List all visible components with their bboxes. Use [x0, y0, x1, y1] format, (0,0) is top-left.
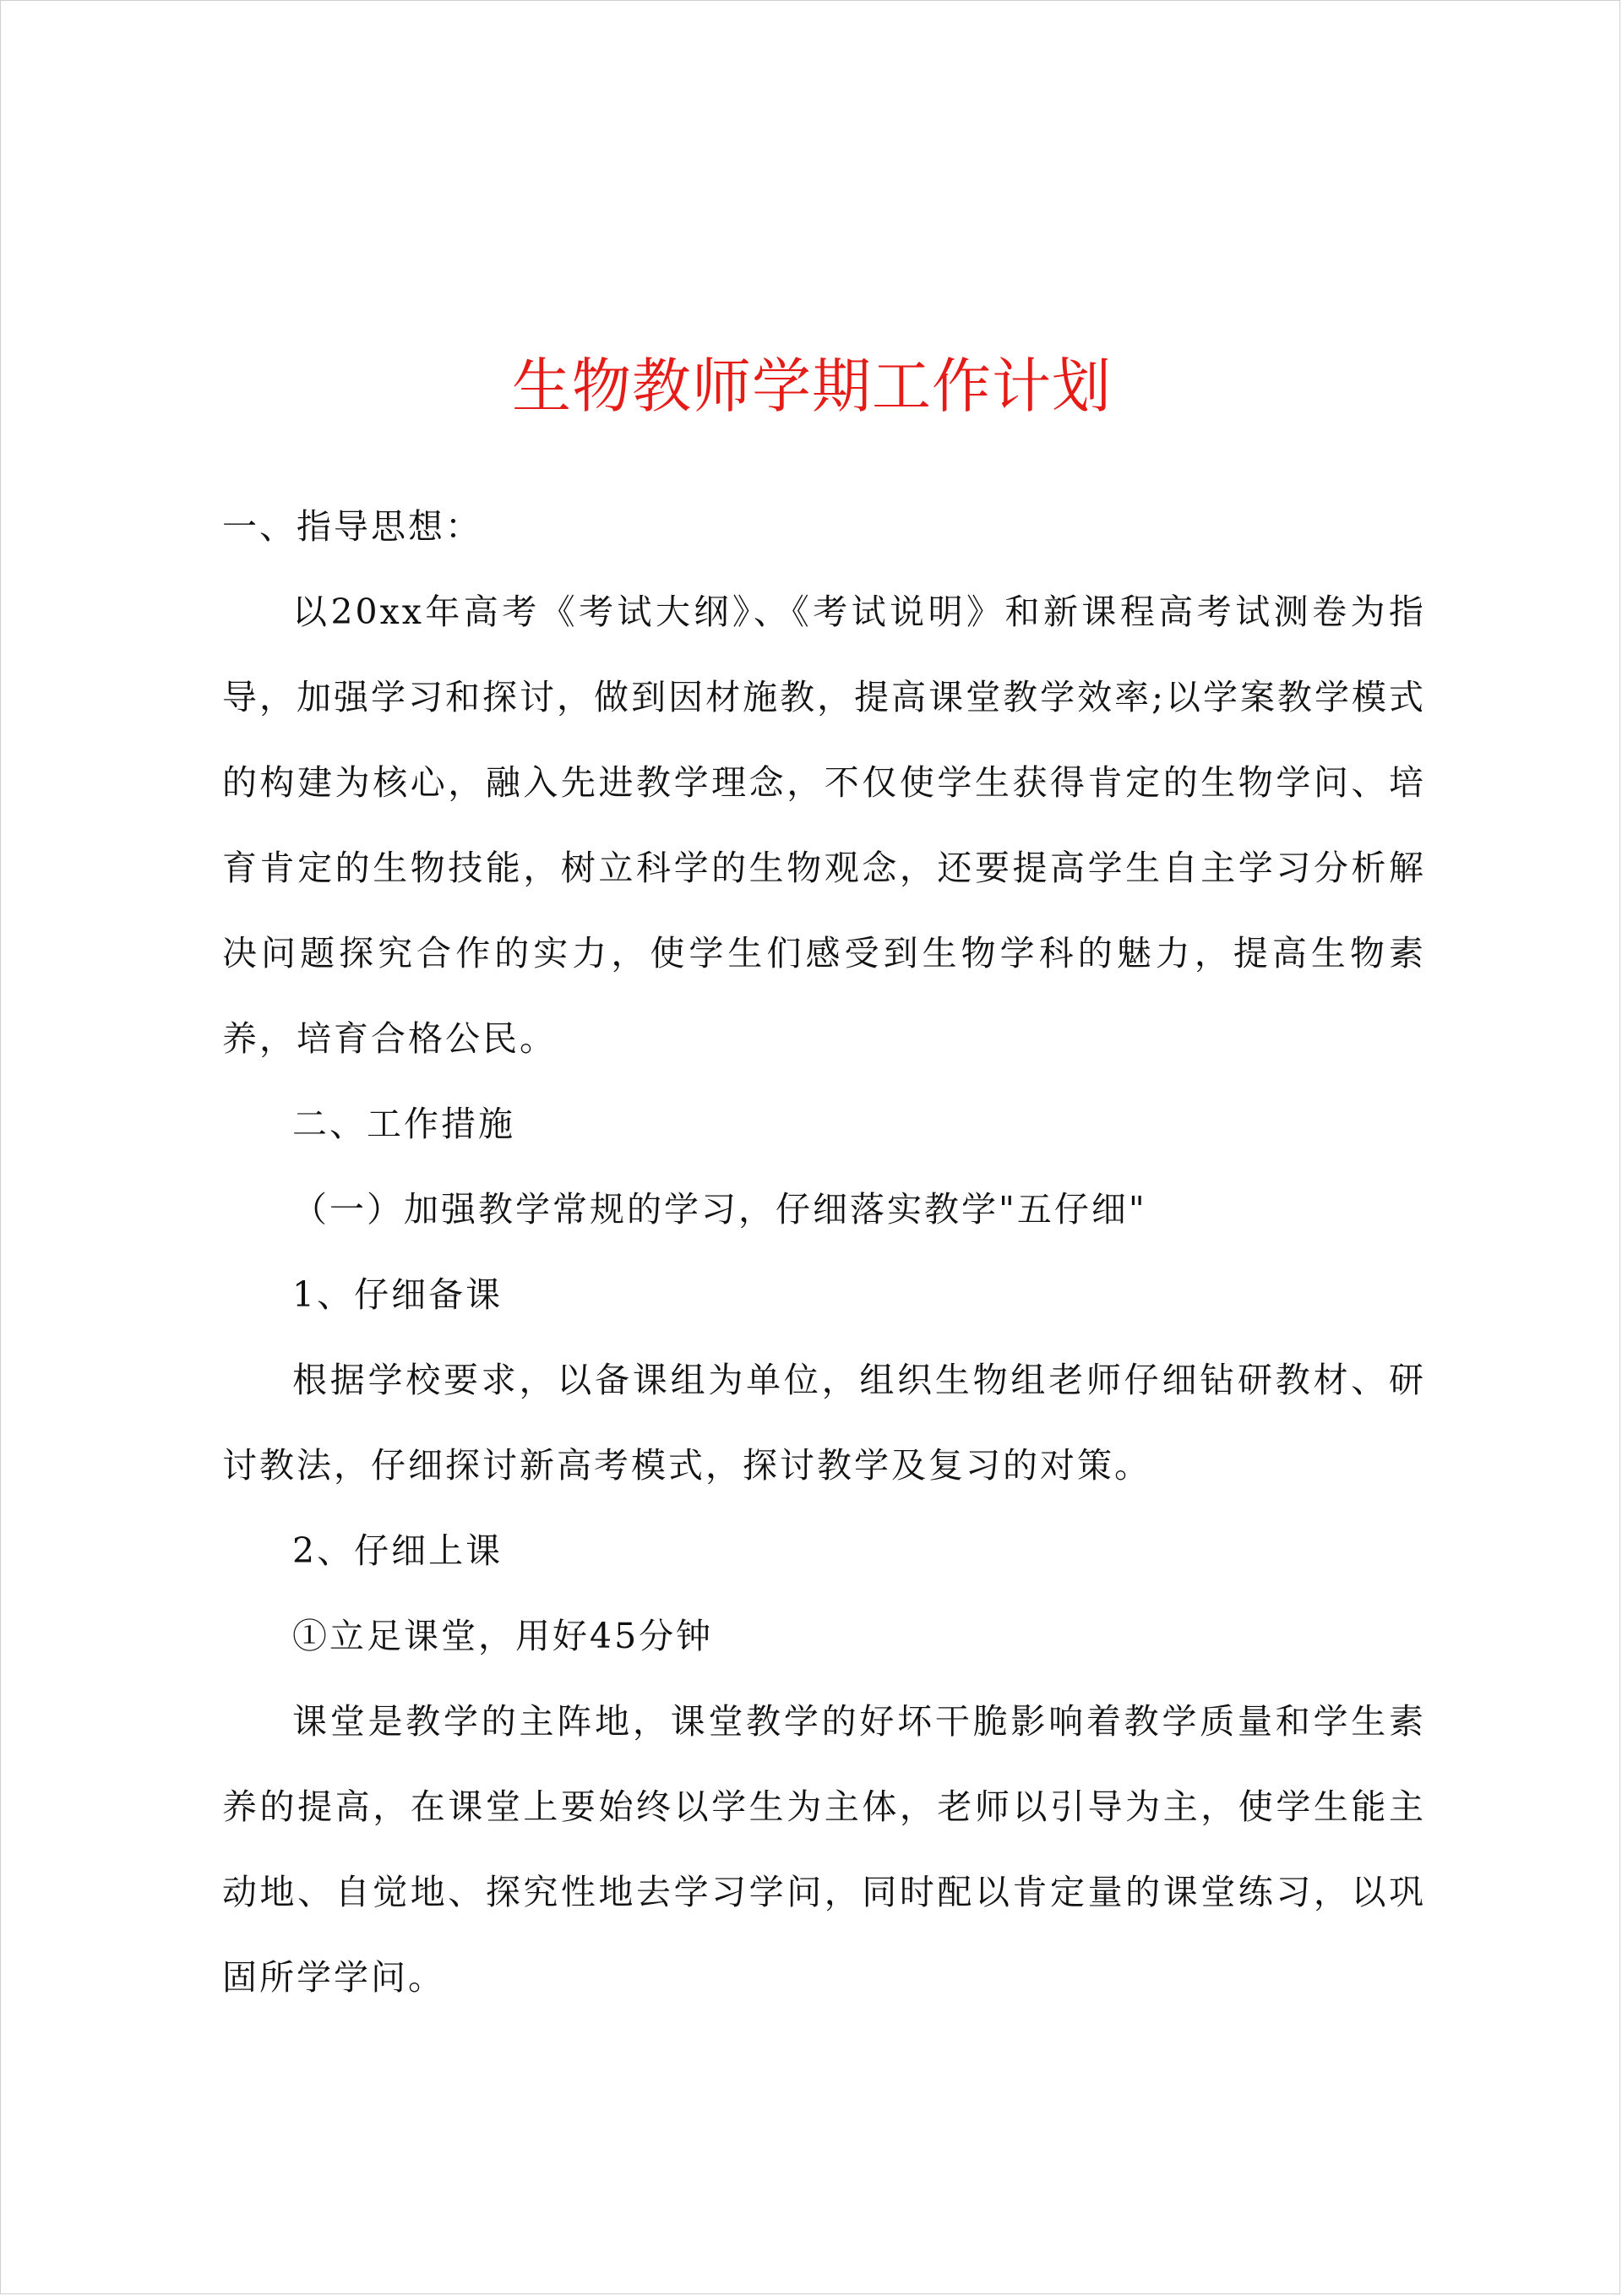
- paragraph-guiding-thought: 以20xx年高考《考试大纲》、《考试说明》和新课程高考试测卷为指导，加强学习和探讨，做到因材施教，提高课堂教学效率;以学案教学模式的构建为核心，融入先进教学理念，不仅使学生获得肯定的生物学问、培育肯定的生物技能，树立科学的生物观念，还要提高学生自主学习分析解决问题探究合作的实力，使学生们感受到生物学科的魅力，提高生物素养，培育合格公民。: [222, 592, 1426, 1059]
- subsection-heading-teaching-routine: （一）加强教学常规的学习，仔细落实教学"五仔细": [292, 1189, 1147, 1230]
- subitem-heading-classroom-45min: ①立足课堂，用好45分钟: [292, 1616, 714, 1656]
- item-heading-teaching-class: 2、仔细上课: [292, 1530, 503, 1571]
- section-heading-guiding-thought: 一、指导思想：: [222, 506, 482, 547]
- paragraph-classroom: 课堂是教学的主阵地，课堂教学的好坏干脆影响着教学质量和学生素养的提高，在课堂上要始终以学生为主体，老师以引导为主，使学生能主动地、自觉地、探究性地去学习学问，同时配以肯定量的课堂练习，以巩固所学学问。: [222, 1701, 1426, 1998]
- paragraph-lesson-prep: 根据学校要求，以备课组为单位，组织生物组老师仔细钻研教材、研讨教法，仔细探讨新高考模式，探讨教学及复习的对策。: [222, 1360, 1426, 1486]
- section-heading-work-measures: 二、工作措施: [292, 1104, 515, 1144]
- document-title: 生物教师学期工作计划: [512, 352, 1112, 421]
- item-heading-lesson-prep: 1、仔细备课: [292, 1274, 503, 1315]
- document-body: [222, 484, 1426, 2021]
